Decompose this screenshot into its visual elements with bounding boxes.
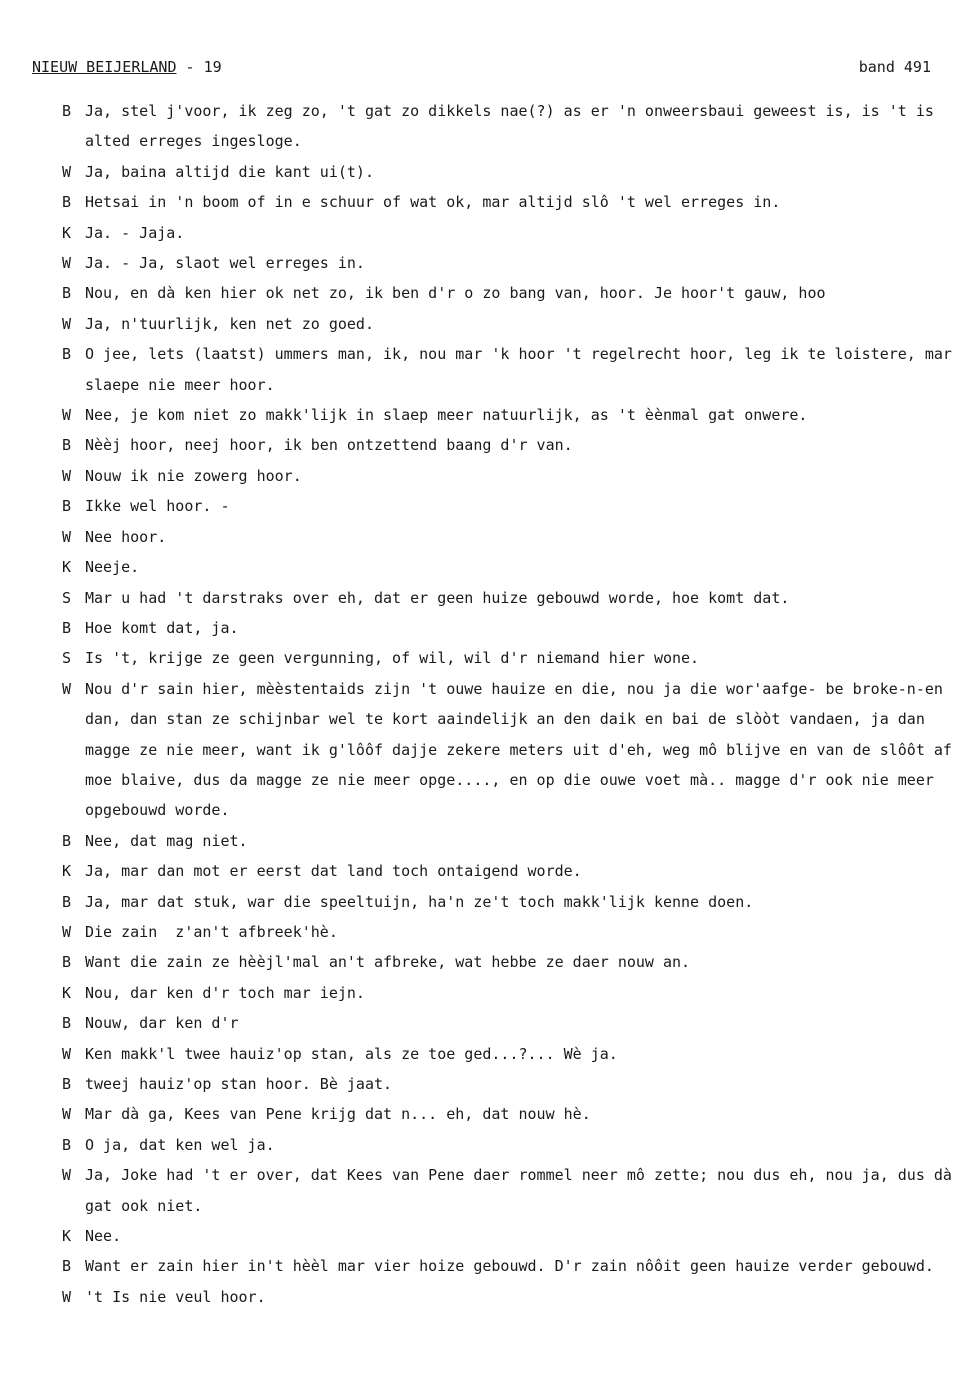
speaker-label: W: [62, 679, 72, 698]
dialogue-turn: [62, 278, 967, 308]
speaker-label: B: [62, 1014, 72, 1033]
band-label: band 491: [858, 58, 931, 76]
speaker-label: B: [62, 1075, 72, 1093]
speaker-label: S: [62, 649, 72, 668]
speaker-label: B: [62, 193, 72, 212]
speaker-label: B: [62, 892, 72, 911]
speech-text: Ken makk'l twee hauiz'op stan, als ze toe ged...?... Wè ja.: [85, 1044, 618, 1063]
dialogue-turn: [62, 552, 967, 582]
dialogue-turn: [62, 461, 967, 491]
dialogue-turn: [62, 1130, 967, 1160]
dialogue-turn: [62, 187, 967, 217]
speaker-label: B: [62, 436, 72, 455]
speaker-label: B: [62, 618, 72, 637]
speaker-label: W: [62, 254, 72, 273]
speech-text: Ja, mar dan mot er eerst dat land toch ontaigend worde.: [85, 862, 582, 881]
dialogue-turn: [62, 917, 967, 947]
speech-text: Nee, dat mag niet.: [85, 831, 248, 850]
header-left: [32, 58, 222, 76]
speaker-label: K: [62, 558, 72, 577]
speech-text: Nee hoor.: [85, 527, 167, 546]
dialogue-turn: [62, 1069, 967, 1099]
speech-text: Nee, je kom niet zo makk'lijk in slaep meer natuurlijk, as 't èènmal gat onwere.: [85, 406, 808, 425]
dialogue-turn: [62, 218, 967, 248]
speech-text: Want die zain ze hèèjl'mal an't afbreke, wat hebbe ze daer nouw an.: [85, 953, 691, 972]
speaker-label: W: [62, 1287, 72, 1306]
dialogue-turn: [62, 856, 967, 886]
speech-text: Ja, stel j'voor, ik zeg zo, 't gat zo dikkels nae(?) as er 'n onweersbaui geweest is, is 't is alted erreges ingesloge.: [85, 102, 943, 151]
speech-text: Mar u had 't darstraks over eh, dat er geen huize gebouwd worde, hoe komt dat.: [85, 588, 790, 607]
speaker-label: W: [62, 466, 72, 485]
speaker-label: K: [62, 983, 72, 1002]
speech-text: Nou d'r sain hier, mèèstentaids zijn 't ouwe hauize en die, nou ja die wor'aafge- be broke-n-en dan, dan stan ze schijnbar wel te kort aaindelijk an den daik en bai de slòòt vandaen, ja dan magge ze nie meer, want ik g'lôôf dajje zekere meters uit d'eh, weg mô blijve en van de slôôt af moe blaive, dus da magge ze nie meer opge...., en op die ouwe voet mà.. magge d'r ook nie meer opgebouwd worde.: [85, 679, 961, 820]
speaker-label: K: [62, 862, 72, 881]
speech-text: Neeje.: [85, 558, 140, 577]
transcript-list: [62, 96, 967, 1312]
dialogue-turn: [62, 887, 967, 917]
speech-text: Ja. - Jaja.: [85, 223, 185, 242]
dialogue-turn: [62, 613, 967, 643]
speech-text: Nouw ik nie zowerg hoor.: [85, 466, 302, 485]
dialogue-turn: [62, 1160, 967, 1221]
speech-text: O ja, dat ken wel ja.: [85, 1135, 275, 1154]
dialogue-turn: [62, 400, 967, 430]
speech-text: Ikke wel hoor. -: [85, 497, 230, 516]
speaker-label: W: [62, 1105, 72, 1124]
dialogue-turn: [62, 157, 967, 187]
dialogue-turn: [62, 1008, 967, 1038]
dialogue-turn: [62, 947, 967, 977]
speaker-label: B: [62, 497, 72, 516]
speaker-label: W: [62, 1166, 72, 1185]
speaker-label: B: [62, 1257, 72, 1276]
speaker-label: B: [62, 831, 72, 850]
dialogue-turn: [62, 1282, 967, 1312]
speaker-label: W: [62, 406, 72, 425]
dialogue-turn: [62, 674, 967, 826]
speech-text: Is 't, krijge ze geen vergunning, of wil, wil d'r niemand hier wone.: [85, 649, 700, 668]
speech-text: Ja, mar dat stuk, war die speeltuijn, ha'n ze't toch makk'lijk kenne doen.: [85, 892, 754, 911]
dialogue-turn: [62, 1099, 967, 1129]
dialogue-turn: [62, 430, 967, 460]
dialogue-turn: [62, 522, 967, 552]
dialogue-turn: [62, 339, 967, 400]
speaker-label: W: [62, 1044, 72, 1063]
speech-text: Nou, en dà ken hier ok net zo, ik ben d'r o zo bang van, hoor. Je hoor't gauw, hoo: [85, 284, 826, 303]
speech-text: Nee.: [85, 1227, 122, 1246]
speech-text: Nouw, dar ken d'r: [85, 1014, 239, 1033]
speaker-label: W: [62, 922, 72, 941]
dialogue-turn: [62, 1221, 967, 1251]
speech-text: Hetsai in 'n boom of in e schuur of wat ok, mar altijd slô 't wel erreges in.: [85, 193, 781, 212]
dialogue-turn: [62, 96, 967, 157]
speaker-label: W: [62, 527, 72, 546]
speaker-label: K: [62, 223, 72, 242]
speaker-label: K: [62, 1227, 72, 1246]
speech-text: Die zain z'an't afbreek'hè.: [85, 922, 338, 941]
dialogue-turn: [62, 978, 967, 1008]
speech-text: Mar dà ga, Kees van Pene krijg dat n... eh, dat nouw hè.: [85, 1105, 591, 1124]
speech-text: tweej hauiz'op stan hoor. Bè jaat.: [85, 1075, 393, 1093]
document-title: NIEUW BEIJERLAND: [32, 58, 177, 76]
speech-text: Ja, n'tuurlijk, ken net zo goed.: [85, 314, 374, 333]
dialogue-turn: [62, 583, 967, 613]
dialogue-turn: [62, 491, 967, 521]
speech-text: Want er zain hier in't hèèl mar vier hoize gebouwd. D'r zain nôôit geen hauize verder gebouwd.: [85, 1257, 934, 1276]
speech-text: Hoe komt dat, ja.: [85, 618, 239, 637]
speech-text: Nou, dar ken d'r toch mar iejn.: [85, 983, 365, 1002]
speech-text: 't Is nie veul hoor.: [85, 1287, 266, 1306]
speaker-label: B: [62, 284, 72, 303]
speaker-label: S: [62, 588, 72, 607]
speech-text: Nèèj hoor, neej hoor, ik ben ontzettend baang d'r van.: [85, 436, 573, 455]
dialogue-turn: [62, 1039, 967, 1069]
speech-text: O jee, lets (laatst) ummers man, ik, nou mar 'k hoor 't regelrecht hoor, leg ik te loistere, mar slaepe nie meer hoor.: [85, 345, 961, 394]
dialogue-turn: [62, 826, 967, 856]
speaker-label: W: [62, 162, 72, 181]
speech-text: Ja. - Ja, slaot wel erreges in.: [85, 254, 365, 273]
speaker-label: B: [62, 953, 72, 972]
speaker-label: B: [62, 345, 72, 364]
dialogue-turn: [62, 309, 967, 339]
speech-text: Ja, baina altijd die kant ui(t).: [85, 162, 374, 181]
page-header: [32, 58, 931, 84]
speech-text: Ja, Joke had 't er over, dat Kees van Pene daer rommel neer mô zette; nou dus eh, nou ja, dus dà gat ook niet.: [85, 1166, 961, 1215]
dialogue-turn: [62, 1251, 967, 1281]
dialogue-turn: [62, 248, 967, 278]
speaker-label: W: [62, 314, 72, 333]
speaker-label: B: [62, 102, 72, 120]
dialogue-turn: [62, 643, 967, 673]
page-number: - 19: [176, 58, 222, 76]
speaker-label: B: [62, 1135, 72, 1154]
